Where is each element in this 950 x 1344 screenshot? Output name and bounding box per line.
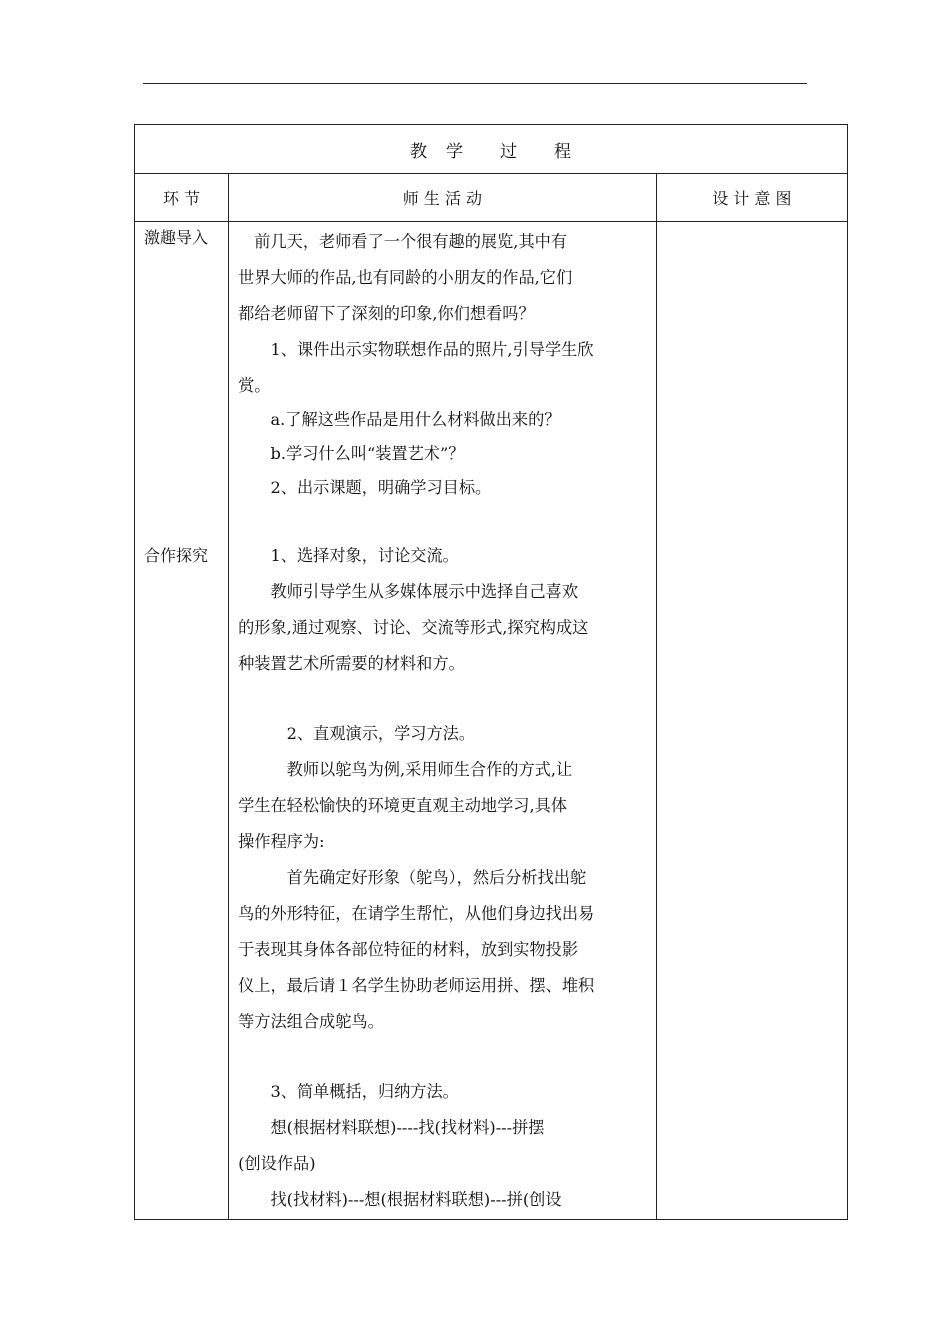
activity-line: 操作程序为: <box>238 832 325 851</box>
activity-line: 赏。 <box>238 376 271 395</box>
activity-line: 教师以鸵鸟为例,采用师生合作的方式,让 <box>238 760 573 779</box>
header-activity: 师 生 活 动 <box>229 174 657 222</box>
table-title-cell <box>135 125 848 174</box>
activity-line: (创设作品) <box>238 1154 316 1173</box>
activity-line: 学生在轻松愉快的环境更直观主动地学习,具体 <box>238 796 568 815</box>
stage-column <box>135 222 229 1220</box>
activity-line: 仪上，最后请１名学生协助老师运用拼、摆、堆积 <box>238 976 595 995</box>
activity-line: 等方法组合成鸵鸟。 <box>238 1012 384 1031</box>
activity-line: 前几天，老师看了一个很有趣的展览,其中有 <box>238 232 568 251</box>
activity-line: 教师引导学生从多媒体展示中选择自己喜欢 <box>238 582 579 601</box>
activity-line: 1、课件出示实物联想作品的照片,引导学生欣 <box>238 340 594 359</box>
activity-line: 找(找材料)---想(根据材料联想)---拼(创设 <box>238 1190 562 1209</box>
activity-line: b.学习什么叫“装置艺术”？ <box>238 444 465 463</box>
activity-line: 世界大师的作品,也有同龄的小朋友的作品,它们 <box>238 268 573 287</box>
stage-label-explore: 合作探究 <box>144 546 209 565</box>
intent-column <box>656 222 847 1220</box>
activity-line: 的形象,通过观察、讨论、交流等形式,探究构成这 <box>238 618 589 637</box>
activity-line: 鸟的外形特征，在请学生帮忙，从他们身边找出易 <box>238 904 595 923</box>
lesson-process-table <box>134 124 848 1220</box>
activity-line: 1、选择对象，讨论交流。 <box>238 546 459 565</box>
activity-line: 2、直观演示，学习方法。 <box>238 724 476 743</box>
activity-line: 3、简单概括，归纳方法。 <box>238 1082 459 1101</box>
activity-line: 都给老师留下了深刻的印象,你们想看吗？ <box>238 304 535 323</box>
stage-label-intro: 激趣导入 <box>144 228 209 247</box>
page-header-rule <box>143 83 807 84</box>
activity-line: 2、出示课题，明确学习目标。 <box>238 478 492 497</box>
activity-line: 想(根据材料联想)----找(找材料)---拼摆 <box>238 1118 545 1137</box>
header-stage: 环 节 <box>135 174 229 222</box>
header-intent: 设 计 意 图 <box>656 174 847 222</box>
activity-line: 首先确定好形象（鸵鸟），然后分析找出鸵 <box>238 868 587 887</box>
table-title: 教 学 过 程 <box>410 141 572 162</box>
activity-line: 于表现其身体各部位特征的材料，放到实物投影 <box>238 940 579 959</box>
activity-column <box>229 222 657 1220</box>
activity-line: a.了解这些作品是用什么材料做出来的？ <box>238 410 561 429</box>
activity-line: 种装置艺术所需要的材料和方。 <box>238 654 465 673</box>
